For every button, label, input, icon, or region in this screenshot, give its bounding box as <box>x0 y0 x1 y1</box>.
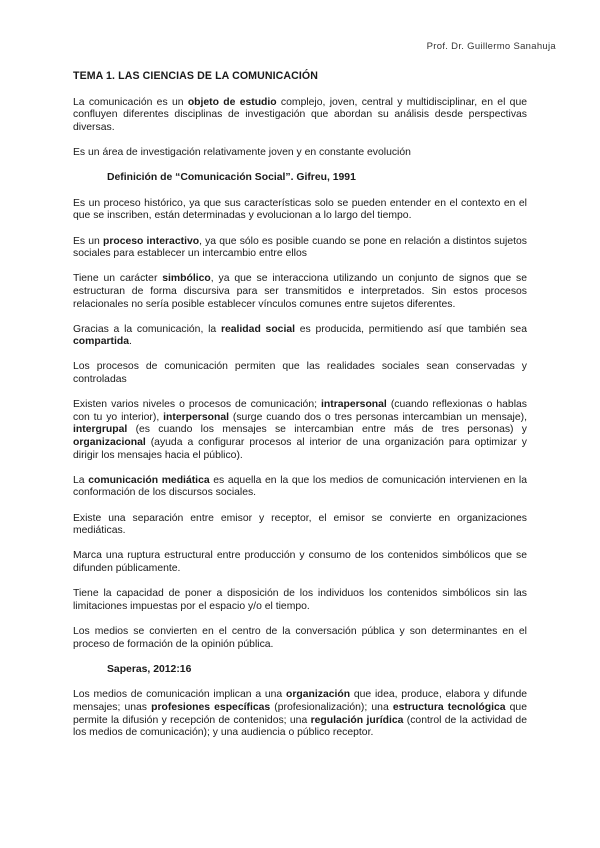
bold-term: comunicación mediática <box>88 474 210 486</box>
text-run: complejo, joven, central y multidisciplinar, en el que confluyen diferentes disciplinas de investigación que abordan su análisis desde perspectivas diversas. <box>73 96 528 133</box>
paragraph <box>73 273 527 311</box>
bold-term: intergrupal <box>73 424 128 436</box>
header-author: Prof. Dr. Guillermo Sanahuja <box>426 41 556 52</box>
text-run: (surge cuando dos o tres personas intercambian un mensaje), <box>228 411 527 423</box>
text-run: que idea, produce, elabora y difunde mensajes; unas <box>73 689 527 713</box>
paragraph <box>73 513 527 538</box>
text-run: Existe una separación entre emisor y receptor, el emisor se convierte en organizaciones mediáticas. <box>73 512 527 537</box>
saperas-section <box>73 689 527 739</box>
bold-term: proceso interactivo <box>102 235 200 247</box>
bold-term: profesiones específicas <box>151 701 271 713</box>
bold-term: compartida <box>73 336 130 348</box>
text-run: Los medios de comunicación implican a una <box>73 689 286 701</box>
text-run: es aquella en la que los medios de comunicación intervienen en la conformación de los discursos sociales. <box>73 474 528 499</box>
paragraph <box>73 236 527 261</box>
gifreu-section <box>73 198 527 651</box>
text-run: (es cuando los mensajes se intercambian entre más de tres personas) y <box>127 424 527 436</box>
document-title: TEMA 1. LAS CIENCIAS DE LA COMUNICACIÓN <box>73 70 319 82</box>
text-run: Es un proceso histórico, ya que sus características solo se pueden entender en el contexto en el que se inscriben, están determinadas y evolucionan a lo largo del tiempo. <box>73 197 527 222</box>
paragraph <box>73 626 527 651</box>
text-run: Existen varios niveles o procesos de comunicación; <box>73 399 321 411</box>
text-run: Es un área de investigación relativamente joven y en constante evolución <box>73 146 411 158</box>
text-run: . <box>129 336 132 348</box>
paragraph <box>73 689 527 739</box>
intro-section <box>73 97 527 160</box>
text-run: Tiene un carácter <box>73 273 163 285</box>
bold-term: organización <box>286 689 351 701</box>
bold-term: simbólico <box>162 273 211 285</box>
paragraph <box>73 147 527 160</box>
paragraph <box>73 399 527 462</box>
bold-term: intrapersonal <box>321 399 387 411</box>
text-run: (profesionalización); una <box>270 701 393 713</box>
paragraph <box>73 588 527 613</box>
text-run: Es un <box>73 235 103 247</box>
text-run: Tiene la capacidad de poner a disposición de los individuos los contenidos simbólicos sin las limitaciones impuestas por el espacio y/o el tiempo. <box>73 588 527 612</box>
text-run: La comunicación es un <box>73 96 188 108</box>
paragraph <box>73 198 527 223</box>
subheading-gifreu: Definición de “Comunicación Social”. Gifreu, 1991 <box>107 172 356 184</box>
paragraph <box>73 97 527 135</box>
text-run: Los procesos de comunicación permiten que las realidades sociales sean conservadas y controladas <box>73 361 527 386</box>
text-run: Gracias a la comunicación, la <box>73 323 221 335</box>
document-body <box>73 70 527 752</box>
bold-term: objeto de estudio <box>187 96 277 108</box>
text-run: (cuando reflexionas o hablas con tu yo interior), <box>73 399 527 423</box>
bold-term: regulación jurídica <box>310 714 404 726</box>
text-run: (control de la actividad de los medios de comunicación); y una audiencia o público receptor. <box>73 714 527 739</box>
text-run: Los medios se convierten en el centro de la conversación pública y son determinantes en el proceso de formación de la opinión pública. <box>73 625 527 650</box>
text-run: , ya que sólo es posible cuando se pone en relación a distintos sujetos sociales para establecer un intercambio entre ellos <box>73 235 527 260</box>
text-run: que permite la difusión y recepción de contenidos; una <box>73 701 527 726</box>
paragraph <box>73 324 527 349</box>
paragraph <box>73 475 527 500</box>
bold-term: interpersonal <box>163 411 229 423</box>
bold-term: realidad social <box>220 323 295 335</box>
subheading-saperas: Saperas, 2012:16 <box>107 663 192 675</box>
text-run: La <box>73 474 89 486</box>
paragraph <box>73 550 527 575</box>
bold-term: organizacional <box>73 437 146 449</box>
text-run: , ya que se interacciona utilizando un conjunto de signos que se estructuran de forma discursiva para ser transmitidos e interpretados. Sin estos procesos relacionales no sería posible establecer vínculos comunes entre sujetos diferentes. <box>73 273 527 310</box>
text-run: Marca una ruptura estructural entre producción y consumo de los contenidos simbólicos que se difunden públicamente. <box>73 550 527 574</box>
text-run: (ayuda a configurar procesos al interior de una organización para optimizar y dirigir los mensajes hacia el público). <box>73 437 527 461</box>
paragraph <box>73 361 527 386</box>
bold-term: estructura tecnológica <box>392 701 506 713</box>
text-run: es producida, permitiendo así que también sea <box>295 323 527 335</box>
